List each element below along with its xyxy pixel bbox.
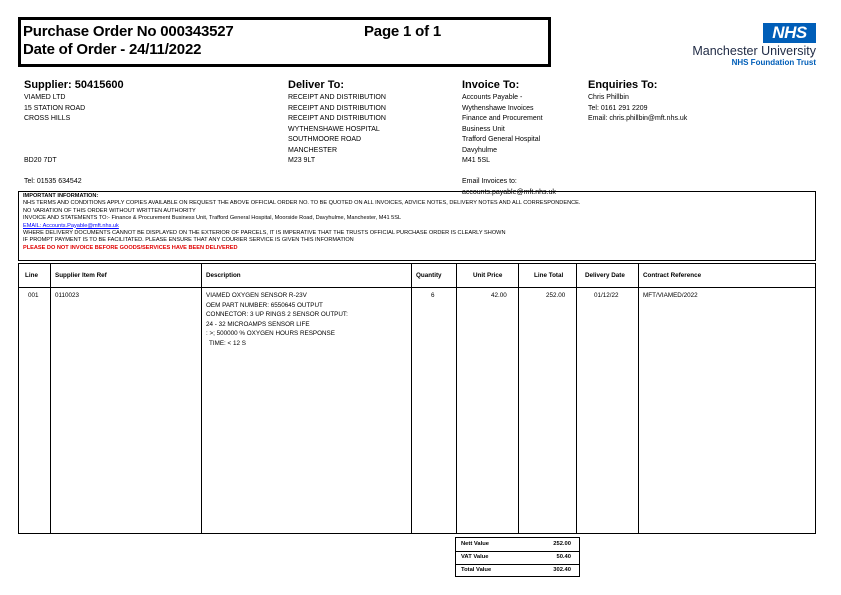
row-delivery-date: 01/12/22 [594,292,619,299]
col-header-line-total: Line Total [534,272,564,279]
total-label: Total Value [461,567,492,573]
column-divider [576,264,577,533]
invoice-email[interactable]: accounts.payable@mft.nhs.uk [462,188,556,196]
nett-row [456,538,579,551]
info-line: IF PROMPT PAYMENT IS TO BE FACILITATED. PLEASE ENSURE THAT ANY COURIER SERVICE IS GIVEN THIS INFORMATION [23,237,354,244]
header-divider [19,287,815,288]
supplier-postcode: BD20 7DT [24,157,57,164]
row-line-total: 252.00 [546,292,566,299]
col-header-supplier-ref: Supplier Item Ref [55,272,107,279]
description-line: OEM PART NUMBER: 6550645 OUTPUT [206,301,323,309]
total-value: 302.40 [553,567,571,573]
contact-email[interactable]: Email: chris.phillbin@mft.nhs.uk [588,115,688,122]
address-line: SOUTHMOORE ROAD [288,136,362,143]
trust-subtitle: NHS Foundation Trust [731,58,816,67]
description-line: CONNECTOR: 3 UP RINGS 2 SENSOR OUTPUT: [206,311,348,319]
address-line: Trafford General Hospital [462,136,541,143]
deliver-heading: Deliver To: [288,79,345,91]
info-line: WHERE DELIVERY DOCUMENTS CANNOT BE DISPLAYED ON THE EXTERIOR OF PARCELS, IT IS IMPERATIVE THAT THE TRUSTS OFFICIAL PURCHASE ORDER IS CLEARLY SHOWN [23,230,506,237]
description-line: TIME: < 12 S [209,339,246,347]
totals-box [455,537,580,577]
page-indicator: Page 1 of 1 [364,23,441,40]
row-description [206,292,348,350]
row-line-number: 001 [28,292,39,299]
info-line: INVOICE AND STATEMENTS TO:- Finance & Procurement Business Unit, Trafford General Hospital, Moorside Road, Davyhulme, Manchester, M41 5SL [23,215,402,222]
address-line: RECEIPT AND DISTRIBUTION [288,94,386,101]
address-line: Wythenshawe Invoices [462,104,534,112]
address-line: Accounts Payable - [462,94,523,101]
trust-name: Manchester University [692,44,816,58]
column-divider [518,264,519,533]
important-information [18,191,816,261]
vat-row [456,551,579,564]
contact-name: Chris Phillbin [588,94,629,101]
address-line: WYTHENSHAWE HOSPITAL [288,125,380,133]
address-line: Business Unit [462,125,505,133]
row-supplier-ref: 0110023 [55,292,80,299]
nhs-logo: NHS [763,23,816,43]
total-row [456,564,579,577]
info-warning: PLEASE DO NOT INVOICE BEFORE GOODS/SERVICES HAVE BEEN DELIVERED [23,244,238,251]
line-items-table [18,263,816,534]
column-divider [638,264,639,533]
contact-tel: Tel: 0161 291 2209 [588,104,648,112]
col-header-line: Line [25,272,38,279]
vat-label: VAT Value [461,554,489,560]
description-line: 24 - 32 MICROAMPS SENSOR LIFE [206,320,310,328]
address-line: Davyhulme [462,146,498,154]
column-divider [456,264,457,533]
order-date: Date of Order - 24/11/2022 [23,41,202,58]
enquiries-heading: Enquiries To: [588,79,658,91]
column-divider [201,264,202,533]
address-line: Finance and Procurement [462,115,543,122]
col-header-unit-price: Unit Price [473,272,503,279]
info-line: NO VARIATION OF THIS ORDER WITHOUT WRITTEN AUTHORITY [23,207,196,214]
col-header-delivery-date: Delivery Date [585,272,625,279]
column-divider [50,264,51,533]
invoice-address [462,93,543,167]
info-email-link[interactable]: EMAIL: Accounts.Payable@mft.nhs.uk [23,222,119,229]
address-line: M23 9LT [288,157,316,164]
address-line: RECEIPT AND DISTRIBUTION [288,104,386,112]
supplier-address [24,93,85,125]
column-divider [411,264,412,533]
supplier-tel: Tel: 01535 634542 [24,178,82,185]
col-header-contract-ref: Contract Reference [643,272,702,279]
address-line: 15 STATION ROAD [24,104,86,112]
address-line: RECEIPT AND DISTRIBUTION [288,115,386,122]
row-quantity: 6 [431,292,435,299]
po-number-title: Purchase Order No 000343527 [23,23,234,40]
nett-value: 252.00 [553,541,571,547]
col-header-description: Description [206,272,241,279]
address-line: M41 5SL [462,157,491,164]
address-line: VIAMED LTD [24,94,66,101]
description-line: : >; 500000 % OXYGEN HOURS RESPONSE [206,330,335,338]
description-line: VIAMED OXYGEN SENSOR R-23V [206,292,307,299]
enquiries-contact [588,93,687,125]
deliver-address [288,93,386,167]
address-line: MANCHESTER [288,146,338,154]
row-contract-ref: MFT/VIAMED/2022 [643,292,698,299]
vat-value: 50.40 [556,554,571,560]
info-line: NHS TERMS AND CONDITIONS APPLY COPIES AVAILABLE ON REQUEST THE ABOVE OFFICIAL ORDER NO. TO BE QUOTED ON ALL INVOICES, ADVICE NOTES, DELIVERY NOTES AND ALL CORRESPONDENCE. [23,200,581,207]
invoice-heading: Invoice To: [462,79,520,91]
info-heading: IMPORTANT INFORMATION: [23,193,99,199]
invoice-email-label: Email Invoices to: [462,178,517,185]
address-line: CROSS HILLS [24,115,71,122]
col-header-quantity: Quantity [416,272,442,279]
nett-label: Nett Value [461,541,490,547]
order-title-box [18,17,551,67]
row-unit-price: 42.00 [491,292,507,299]
supplier-heading: Supplier: 50415600 [24,79,124,91]
